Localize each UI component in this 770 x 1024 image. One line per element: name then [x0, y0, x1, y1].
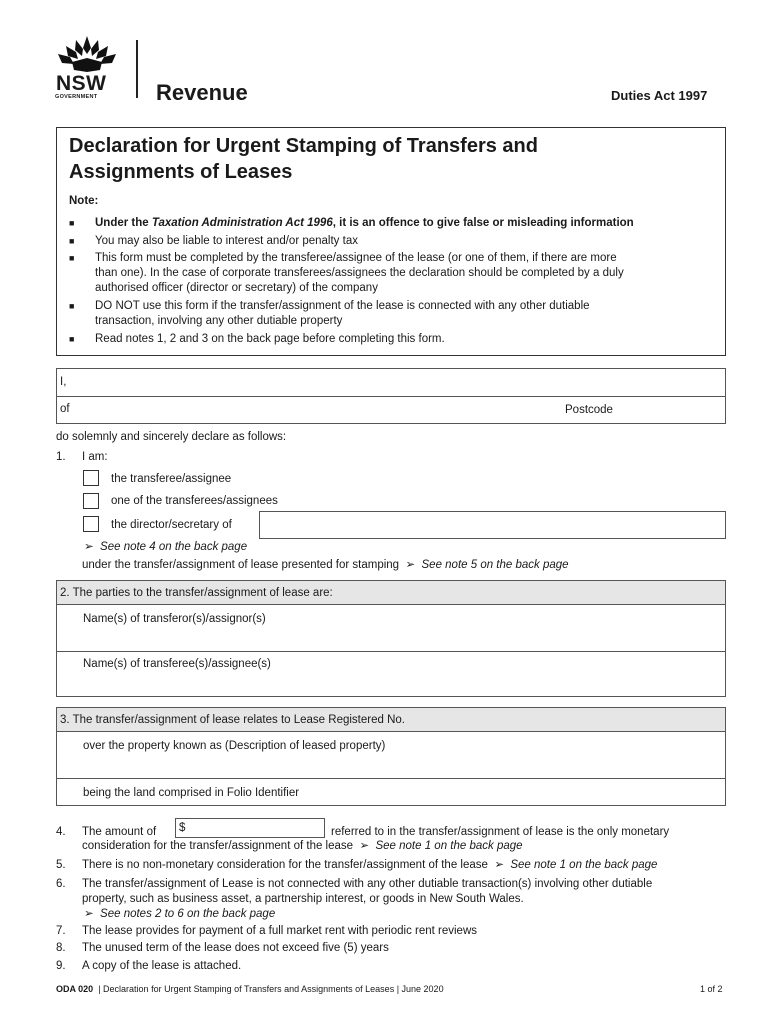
folio-label: being the land comprised in Folio Identifier — [83, 787, 300, 799]
item-number: 4. — [56, 826, 66, 838]
lease-number-field[interactable] — [460, 710, 720, 730]
square-bullet-icon: ■ — [69, 236, 75, 246]
item4-line2: consideration for the transfer/assignment of the lease ➢ See note 1 on the back page — [82, 840, 523, 852]
property-label: over the property known as (Description of leased property) — [83, 740, 386, 752]
transferor-field[interactable] — [80, 628, 720, 650]
amount-label: The amount of — [82, 826, 157, 838]
address-label: of — [60, 403, 70, 415]
square-bullet-icon: ■ — [69, 253, 75, 263]
note-bullet-4: DO NOT use this form if the transfer/assignment of the lease is connected with any other dutiable transaction, involving any other dutiable property — [95, 300, 590, 327]
arrowhead-icon: ➢ — [84, 541, 101, 553]
logo-wordmark: NSW — [56, 72, 107, 95]
agency-name: Revenue — [156, 80, 248, 105]
folio-field[interactable] — [335, 781, 720, 803]
square-bullet-icon: ■ — [69, 301, 75, 311]
form-title-line2: Assignments of Leases — [69, 161, 293, 183]
form-title — [69, 133, 538, 185]
see-note-4: ➢ See note 4 on the back page — [84, 541, 248, 553]
transferee-option-label: the transferee/assignee — [111, 473, 232, 485]
item-number: 1. — [56, 451, 66, 463]
parties-heading: 2. The parties to the transfer/assignment of lease are: — [60, 587, 333, 599]
name-label: I, — [60, 376, 67, 388]
item-number: 5. — [56, 859, 66, 871]
amount-field[interactable] — [175, 818, 325, 838]
item8-text: The unused term of the lease does not exceed five (5) years — [82, 942, 389, 954]
one-of-transferees-option-label: one of the transferees/assignees — [111, 495, 278, 507]
item4-text: referred to in the transfer/assignment of lease is the only monetary — [331, 826, 670, 838]
arrowhead-icon: ➢ — [84, 908, 101, 920]
arrowhead-icon: ➢ — [494, 859, 504, 871]
property-field[interactable] — [80, 755, 720, 777]
square-bullet-icon: ■ — [69, 334, 75, 344]
item-number: 8. — [56, 942, 66, 954]
note-bullet-3: This form must be completed by the transferee/assignee of the lease (or one of them, if there are more than one). In the case of corporate transferees/assignees the declaration should be completed by a duly authorised officer (director or secretary) of the company — [95, 252, 624, 294]
footer-text: | Declaration for Urgent Stamping of Transfers and Assignments of Leases | June 2020 — [98, 984, 444, 994]
company-name-field[interactable] — [259, 511, 726, 539]
item5-text: There is no non-monetary consideration for the transfer/assignment of the lease ➢ See note 1 on the back page — [82, 859, 658, 871]
arrowhead-icon: ➢ — [359, 840, 370, 852]
transferor-label: Name(s) of transferor(s)/assignor(s) — [83, 613, 266, 625]
transferee-checkbox[interactable] — [83, 470, 99, 486]
director-secretary-option-label: the director/secretary of — [111, 519, 232, 531]
currency-symbol: $ — [179, 822, 186, 834]
note-bullet-5: Read notes 1, 2 and 3 on the back page before completing this form. — [95, 333, 445, 345]
divider — [56, 396, 726, 397]
postcode-label: Postcode — [565, 404, 613, 416]
item-number: 7. — [56, 925, 66, 937]
postcode-field[interactable] — [620, 398, 724, 422]
divider — [56, 651, 726, 652]
form-code: ODA 020 — [56, 984, 94, 994]
logo-subtitle: GOVERNMENT — [55, 94, 98, 100]
name-field[interactable] — [72, 370, 722, 394]
item7-text: The lease provides for payment of a full market rent with periodic rent reviews — [82, 925, 478, 937]
transferee-field[interactable] — [80, 673, 720, 695]
footer — [56, 984, 444, 994]
declare-statement: do solemnly and sincerely declare as follows: — [56, 431, 287, 443]
act-reference: Duties Act 1997 — [611, 88, 708, 103]
lease-heading: 3. The transfer/assignment of lease relates to Lease Registered No. — [60, 714, 405, 726]
logo-divider — [136, 40, 138, 98]
page-number: 1 of 2 — [700, 984, 723, 994]
address-field[interactable] — [76, 398, 556, 422]
square-bullet-icon: ■ — [69, 218, 75, 228]
item9-text: A copy of the lease is attached. — [82, 960, 242, 972]
item1-label: I am: — [82, 451, 108, 463]
note-label: Note: — [69, 195, 99, 207]
director-secretary-checkbox[interactable] — [83, 516, 99, 532]
item-number: 6. — [56, 878, 66, 890]
waratah-logo-icon — [52, 34, 122, 74]
item-number: 9. — [56, 960, 66, 972]
one-of-transferees-checkbox[interactable] — [83, 493, 99, 509]
note-bullet-2: You may also be liable to interest and/or penalty tax — [95, 235, 358, 247]
divider — [56, 778, 726, 779]
note-bullet-1: Under the Taxation Administration Act 1996, it is an offence to give false or misleading information — [95, 217, 634, 229]
transferee-label: Name(s) of transferee(s)/assignee(s) — [83, 658, 271, 670]
item6-text: The transfer/assignment of Lease is not connected with any other dutiable transaction(s) involving other dutiable property, such as business asset, a partnership interest, or goods in New South Wales. ➢ See notes 2 to 6 on the back page — [82, 878, 653, 920]
form-title-line1: Declaration for Urgent Stamping of Transfers and — [69, 135, 538, 157]
under-statement: under the transfer/assignment of lease presented for stamping ➢ See note 5 on the back page — [82, 559, 569, 571]
arrowhead-icon: ➢ — [405, 559, 416, 571]
